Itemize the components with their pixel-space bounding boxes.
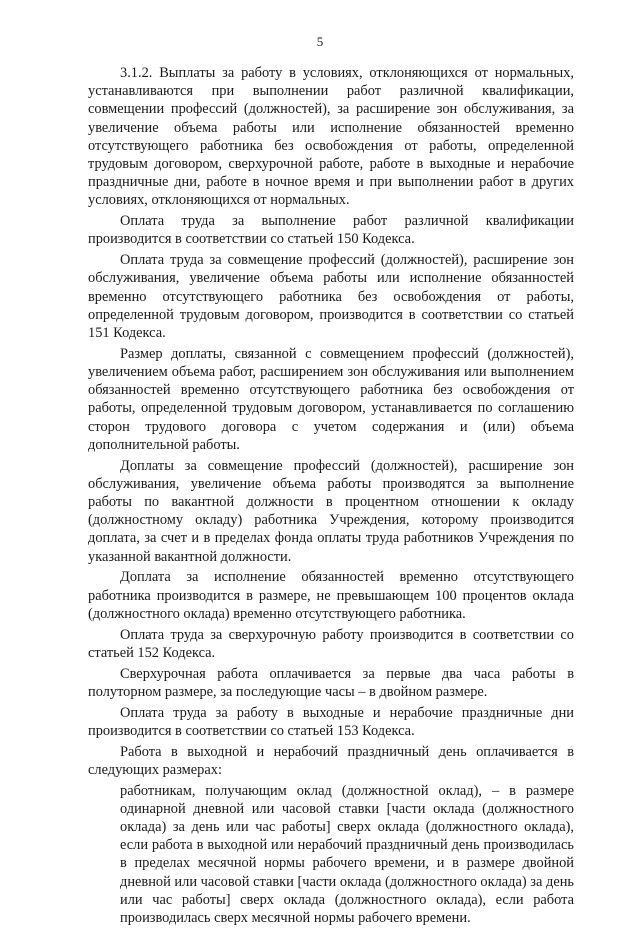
paragraph-overtime-pay: Оплата труда за сверхурочную работу производится в соответствии со статьей 152 Кодекса. [88,626,574,661]
paragraph-supplement-size: Размер доплаты, связанной с совмещением профессий (должностей), увеличением объема работ, расширением зон обслуживания или выполнением обязанностей временно отсутствующего работника без освобождения от работы, определенной трудовым договором, устанавливается по соглашению сторон трудового договора с учетом содержания и (или) объема дополнительной работы. [88,345,574,453]
page-number: 5 [316,34,324,49]
paragraph-3-1-2: 3.1.2. Выплаты за работу в условиях, отклоняющихся от нормальных, устанавливаются при выполнении работ различной квалификации, совмещении профессий (должностей), за расширение зон обслуживания, за увеличение объема работы или исполнение обязанностей временно отсутствующего работника без освобождения от работы, определенной трудовым договором, сверхурочной работе, работе в выходные и нерабочие праздничные дни, работе в ночное время и при выполнении работ в других условиях, отклоняющихся от нормальных. [88,65,574,209]
paragraph-salaried-workers: работникам, получающим оклад (должностной оклад), – в размере одинарной дневной или часовой ставки [части оклада (должностного оклада) за день или час работы] сверх оклада (должностного оклада), если работа в выходной или нерабочий праздничный день производилась в пределах месячной нормы рабочего времени, и в размере двойной дневной или часовой ставки [части оклада (должностного оклада) за день или час работы] сверх оклада (должностного оклада), если работа производилась сверх месячной нормы рабочего времени. [120,782,574,927]
paragraph-vacancy-supplements: Доплаты за совмещение профессий (должностей), расширение зон обслуживания, увеличение объема работы производятся за выполнение работы по вакантной должности в процентном отношении к окладу (должностному окладу) работника Учреждения, которому производится доплата, за счет и в пределах фонда оплаты труда работников Учреждения по указанной вакантной должности. [88,457,574,565]
paragraph-combined-duties-pay: Оплата труда за совмещение профессий (должностей), расширение зон обслуживания, увеличение объема работы или исполнение обязанностей временно отсутствующего работника без освобождения от работы, определенной трудовым договором, производится в соответствии со статьей 151 Кодекса. [88,252,574,342]
document-body [88,64,574,930]
paragraph-overtime-rates: Сверхурочная работа оплачивается за первые два часа работы в полуторном размере, за последующие часы – в двойном размере. [88,665,574,700]
paragraph-qualification-pay: Оплата труда за выполнение работ различной квалификации производится в соответствии со статьей 150 Кодекса. [88,213,574,248]
paragraph-absent-worker-supplement: Доплата за исполнение обязанностей временно отсутствующего работника производится в размере, не превышающем 100 процентов оклада (должностного оклада) временно отсутствующего работника. [88,569,574,622]
paragraph-holiday-rates-intro: Работа в выходной и нерабочий праздничный день оплачивается в следующих размерах: [88,743,574,778]
paragraph-holiday-pay: Оплата труда за работу в выходные и нерабочие праздничные дни производится в соответствии со статьей 153 Кодекса. [88,704,574,739]
